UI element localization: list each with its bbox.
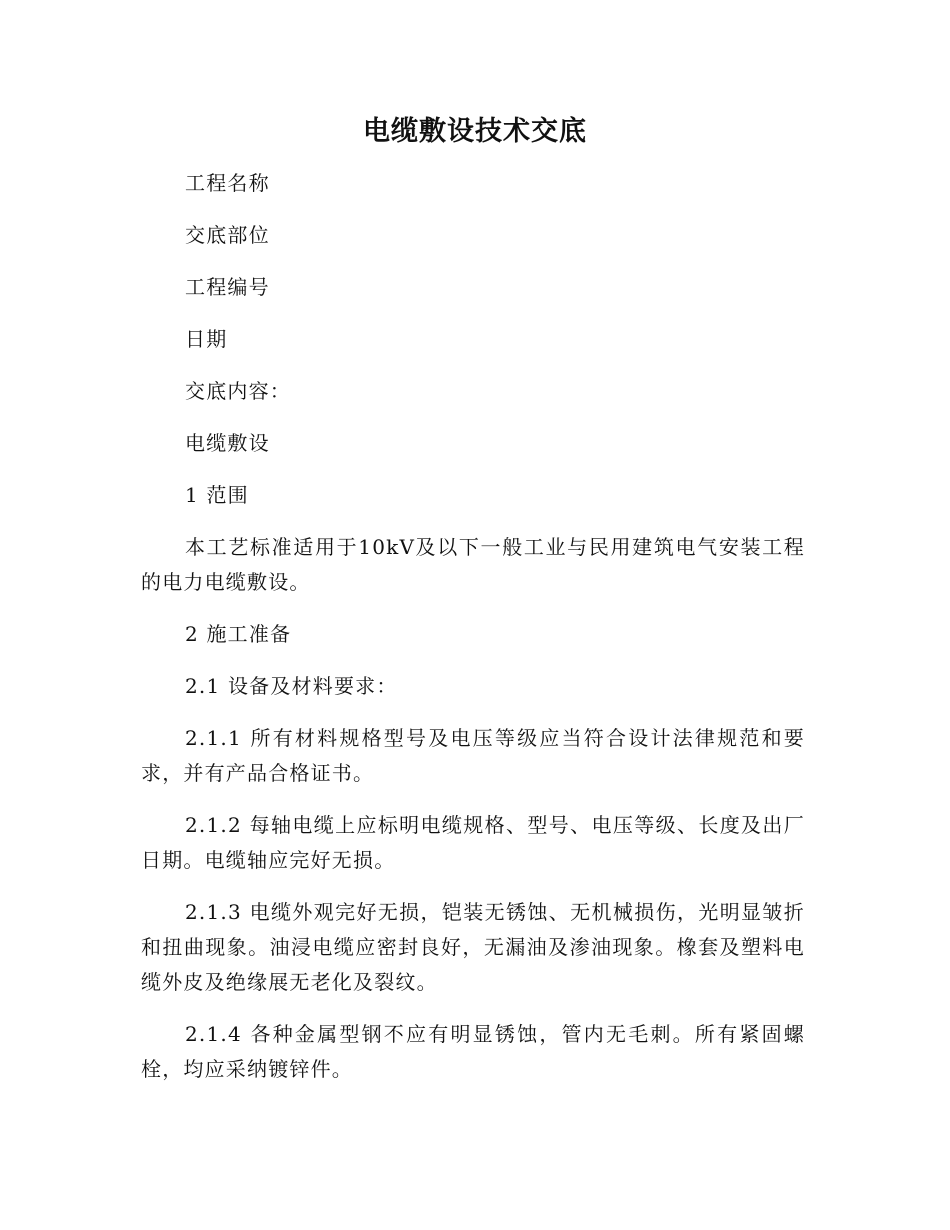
clause-paragraph: 2.1.3 电缆外观完好无损，铠装无锈蚀、无机械损伤，光明显皱折和扭曲现象。油浸电缆应密封良好，无漏油及渗油现象。橡套及塑料电缆外皮及绝缘展无老化及裂纹。 (141, 900, 805, 994)
subsection-heading: 2.1 设备及材料要求： (185, 674, 398, 698)
scope-paragraph: 本工艺标准适用于10kV及以下一般工业与民用建筑电气安装工程的电力电缆敷设。 (141, 535, 805, 594)
field-date: 日期 (185, 327, 228, 351)
clause-paragraph: 2.1.1 所有材料规格型号及电压等级应当符合设计法律规范和要求，并有产品合格证书。 (141, 726, 805, 785)
section-heading-preparation: 2 施工准备 (185, 622, 292, 646)
section-heading-scope: 1 范围 (185, 483, 249, 507)
field-disclosure-content: 交底内容： (185, 379, 291, 403)
document-title: 电缆敷设技术交底 (363, 116, 587, 147)
field-project-number: 工程编号 (185, 275, 270, 299)
section-heading: 电缆敷设 (185, 431, 270, 455)
clause-paragraph: 2.1.2 每轴电缆上应标明电缆规格、型号、电压等级、长度及出厂日期。电缆轴应完好无损。 (141, 813, 805, 872)
field-disclosure-location: 交底部位 (185, 223, 270, 247)
document-body (141, 166, 805, 1104)
clause-paragraph: 2.1.4 各种金属型钢不应有明显锈蚀，管内无毛刺。所有紧固螺栓，均应采纳镀锌件。 (141, 1022, 805, 1081)
field-project-name: 工程名称 (185, 171, 270, 195)
